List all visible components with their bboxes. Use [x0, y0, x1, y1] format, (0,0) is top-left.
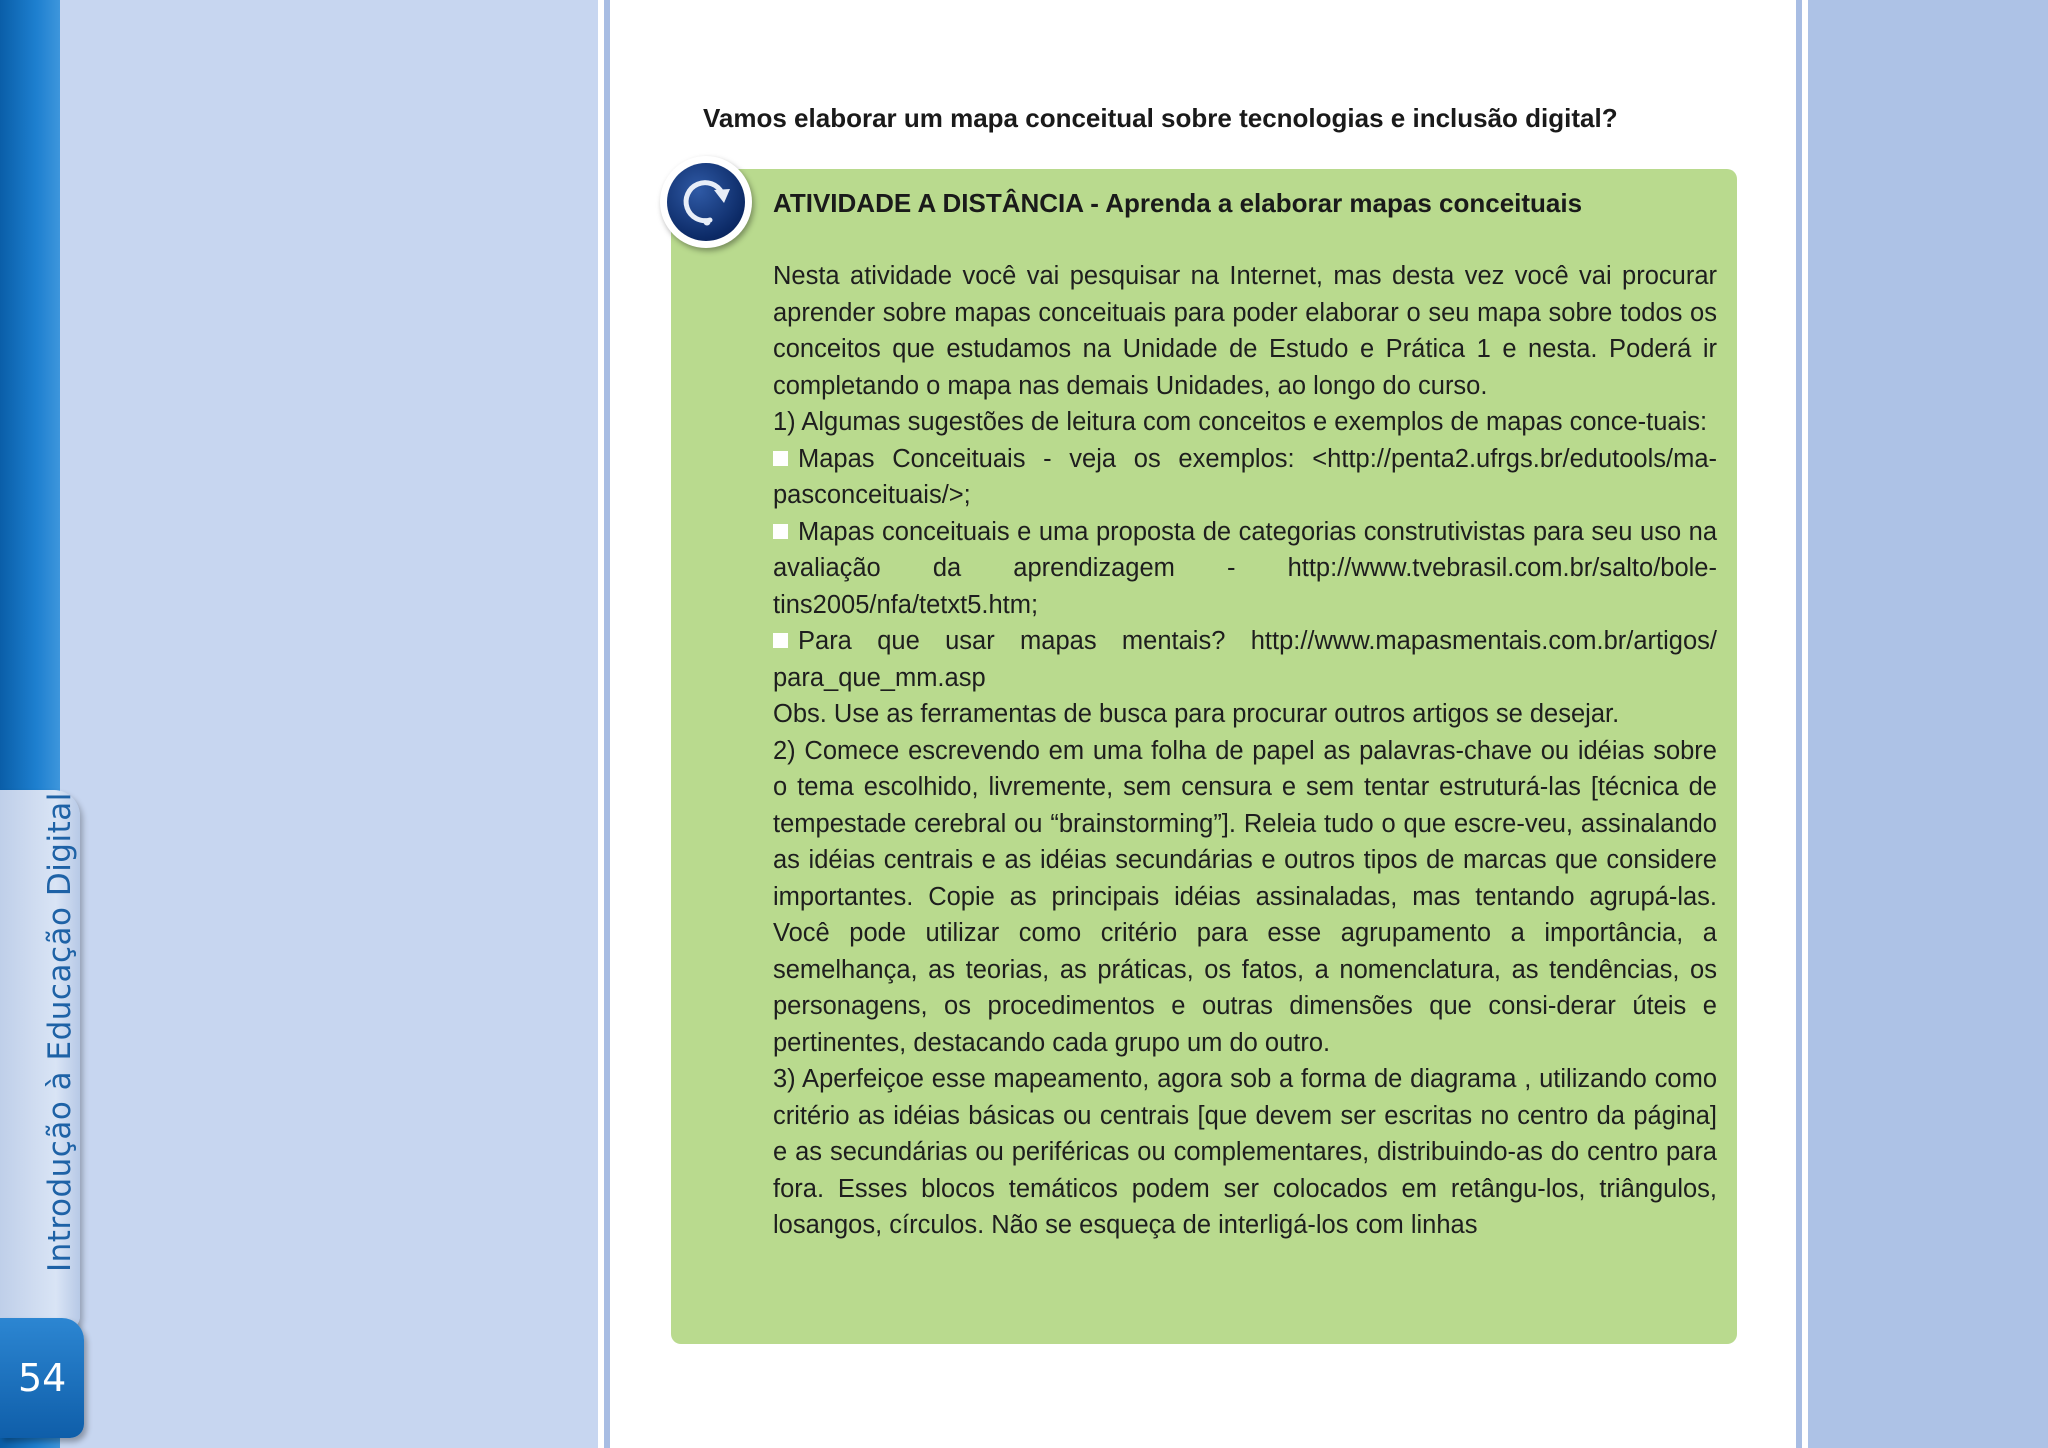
activity-body — [773, 258, 1717, 1244]
intro-paragraph: Nesta atividade você vai pesquisar na Internet, mas desta vez você vai procurar aprender sobre mapas conceituais para poder elaborar o seu mapa sobre todos os conceitos que estudamos na Unidade de Estudo e Prática 1 e nesta. Poderá ir completando o mapa nas demais Unidades, ao longo do curso. — [773, 262, 1717, 400]
link-reference: Mapas conceituais e uma proposta de categorias construtivistas para seu uso na avaliação da aprendizagem - http://www.tvebrasil.com.br/salto/bole-tins2005/nfa/tetxt5.htm; — [773, 517, 1717, 619]
step-3-paragraph: 3) Aperfeiçoe esse mapeamento, agora sob a forma de diagrama , utilizando como critério as idéias básicas ou centrais [que devem ser escritas no centro da página] e as secundárias ou periféricas ou complementares, distribuindo-as do centro para fora. Esses blocos temáticos podem ser colocados em retângu-los, triângulos, losangos, círculos. Não se esqueça de interligá-los com linhas — [773, 1065, 1717, 1239]
list-item — [773, 514, 1717, 624]
refresh-arrow-icon — [667, 163, 745, 241]
square-bullet-icon — [773, 524, 788, 539]
square-bullet-icon — [773, 451, 788, 466]
observation-paragraph: Obs. Use as ferramentas de busca para procurar outros artigos se desejar. — [773, 700, 1620, 728]
list-item — [773, 623, 1717, 696]
book-title-vertical: Introdução à Educação Digital — [42, 792, 78, 1272]
activity-title: ATIVIDADE A DISTÂNCIA - Aprenda a elaborar mapas conceituais — [773, 188, 1583, 218]
section-heading: Vamos elaborar um mapa conceitual sobre tecnologias e inclusão digital? — [703, 103, 1618, 133]
list-item — [773, 441, 1717, 514]
link-reference: Mapas Conceituais - veja os exemplos: <http://penta2.ufrgs.br/edutools/ma-pasconceituais/>; — [773, 444, 1717, 509]
activity-badge — [660, 156, 752, 248]
right-margin-background — [1808, 0, 2048, 1448]
left-page-background — [0, 0, 598, 1448]
page-number: 54 — [18, 1356, 67, 1400]
step-2-paragraph: 2) Comece escrevendo em uma folha de papel as palavras-chave ou idéias sobre o tema escolhido, livremente, sem censura e sem tentar estruturá-las [técnica de tempestade cerebral ou “brainstorming”]. Releia tudo o que escre-veu, assinalando as idéias centrais e as idéias secundárias e outros tipos de marcas que considere importantes. Copie as principais idéias assinaladas, mas tentando agrupá-las. Você pode utilizar como critério para esse agrupamento a importância, a semelhança, as teorias, as práticas, os fatos, a nomenclatura, as tendências, os personagens, os procedimentos e outras dimensões que consi-derar úteis e pertinentes, destacando cada grupo um do outro. — [773, 736, 1717, 1057]
step-1-paragraph: 1) Algumas sugestões de leitura com conceitos e exemplos de mapas conce-tuais: — [773, 408, 1708, 436]
link-reference: Para que usar mapas mentais? http://www.mapasmentais.com.br/artigos/ para_que_mm.asp — [773, 627, 1717, 692]
square-bullet-icon — [773, 633, 788, 648]
